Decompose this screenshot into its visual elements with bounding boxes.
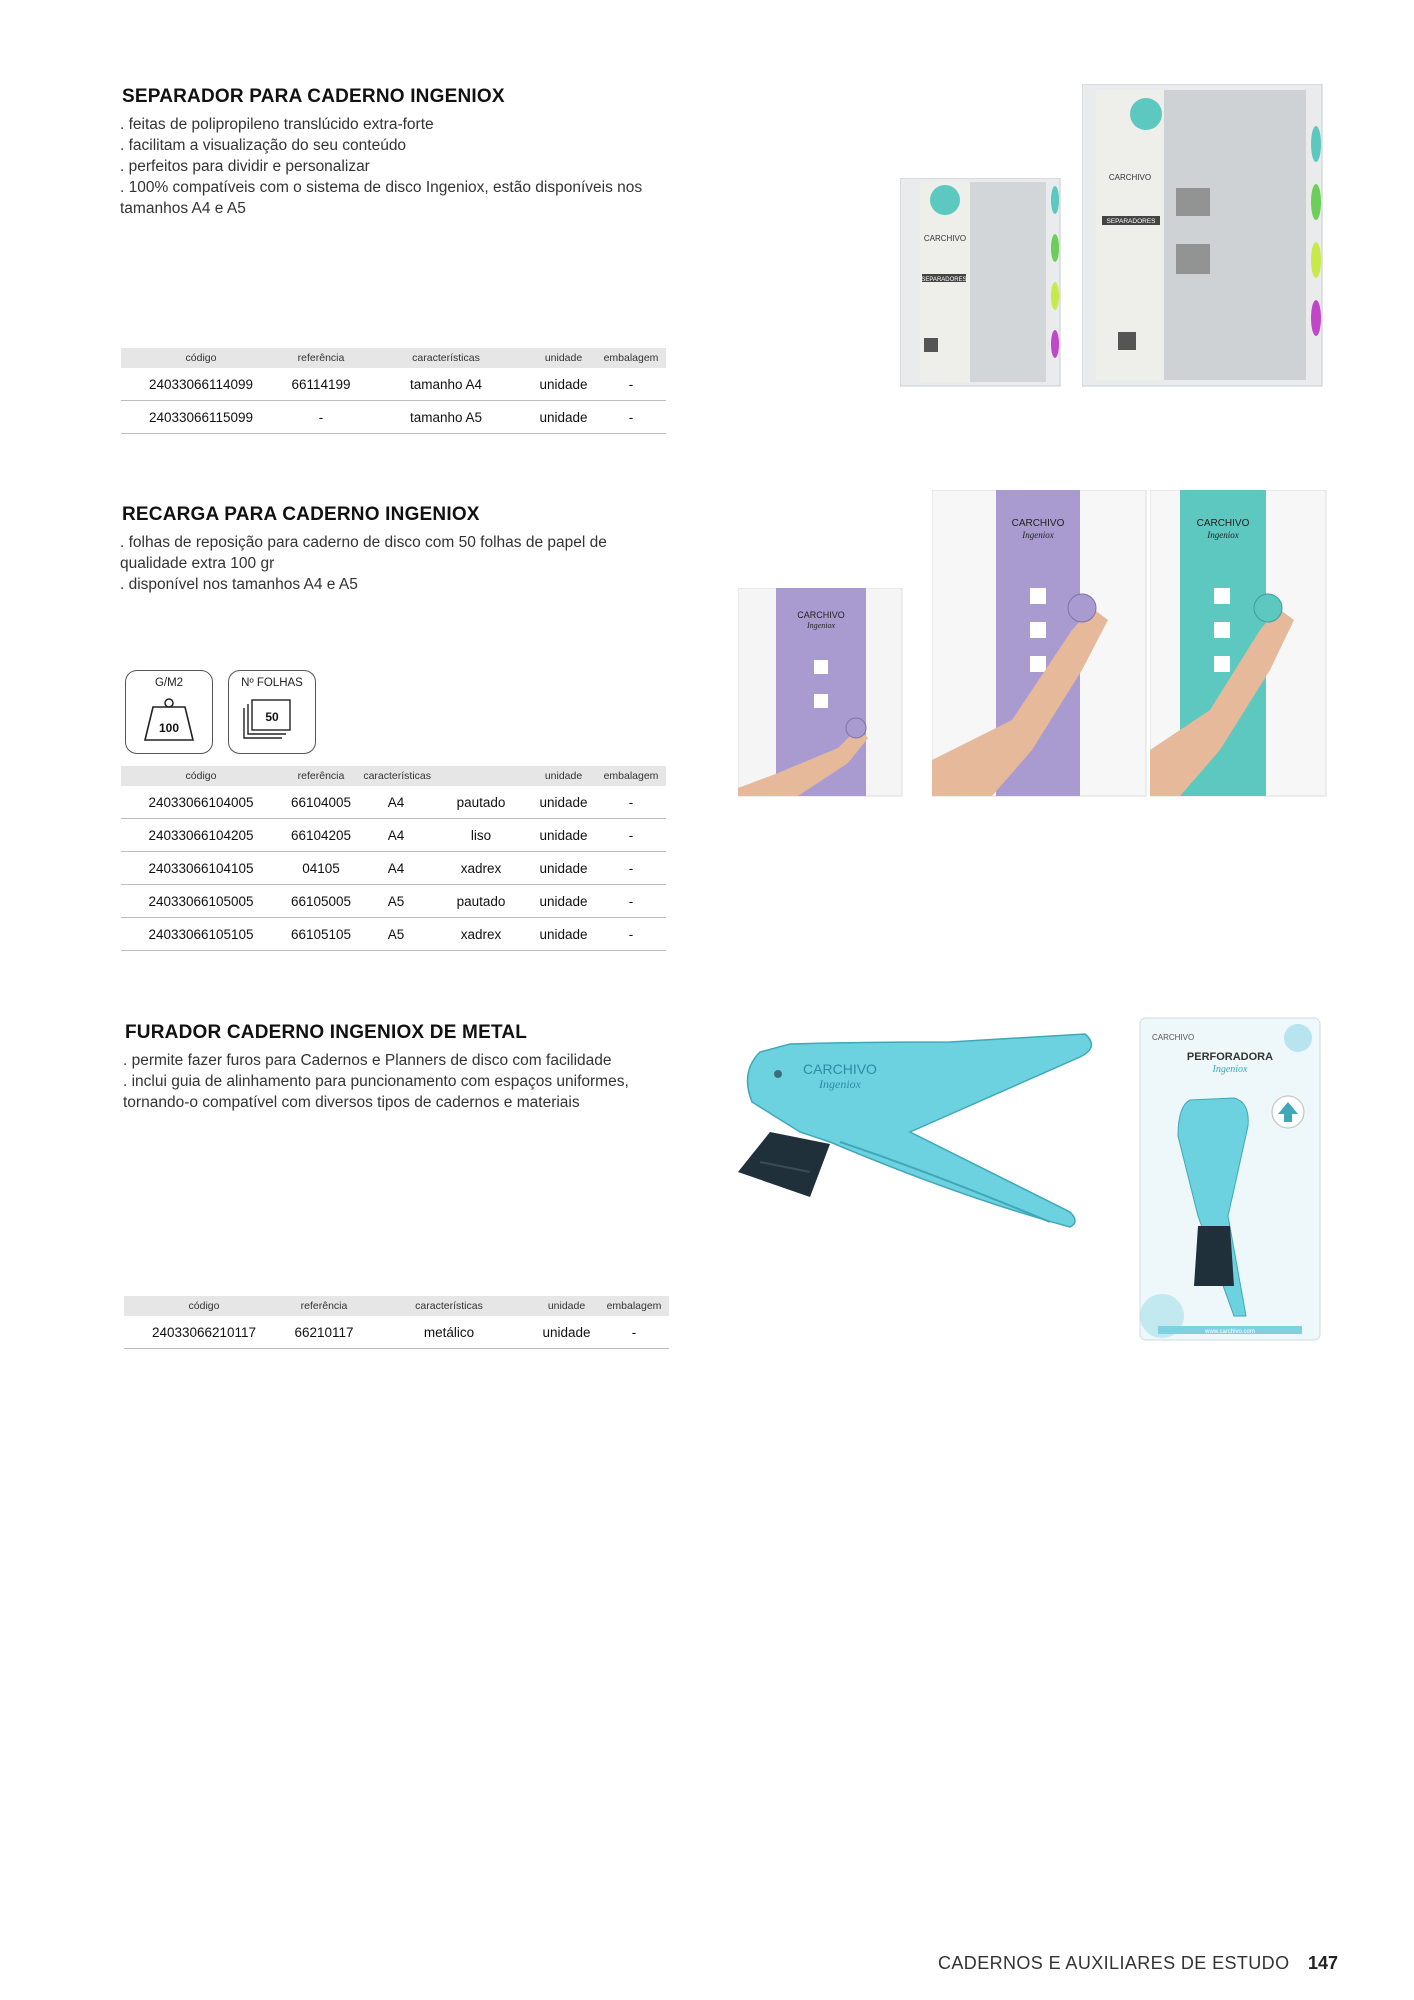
table-row: [124, 1316, 669, 1349]
cell-tamanho: A4: [361, 786, 431, 819]
brand-text: CARCHIVO: [1152, 1033, 1195, 1042]
separator-a4-image: [1082, 84, 1326, 388]
feature-item: . facilitam a visualização do seu conteúdo: [120, 137, 407, 154]
brand-sub-text: Ingeniox: [1212, 1064, 1248, 1075]
cell-referencia: 66210117: [284, 1316, 364, 1349]
cell-tamanho: A5: [361, 885, 431, 918]
perforator-pack-image: [1138, 1016, 1324, 1344]
cell-codigo: 24033066105005: [121, 885, 281, 918]
col-header: código: [124, 1296, 284, 1316]
page-number: 147: [1308, 1953, 1339, 1973]
separator-a5-image: [900, 178, 1066, 388]
col-header: referência: [281, 766, 361, 786]
table-header-row: [124, 1296, 669, 1316]
col-header: [431, 766, 531, 786]
cell-codigo: 24033066104205: [121, 819, 281, 852]
cell-unidade: unidade: [534, 1316, 599, 1349]
cell-embalagem: -: [596, 786, 666, 819]
brand-text: CARCHIVO: [803, 1061, 877, 1077]
section-title: RECARGA PARA CADERNO INGENIOX: [122, 504, 480, 525]
cell-tipo: liso: [431, 819, 531, 852]
refill-a5-image: [738, 588, 904, 798]
spec-table-separador: [121, 348, 666, 434]
col-header: características: [364, 1296, 534, 1316]
cell-referencia: 66105105: [281, 918, 361, 951]
table-row: [121, 368, 666, 401]
cell-unidade: unidade: [531, 852, 596, 885]
pack-label: SEPARADORES: [921, 277, 967, 283]
refill-a4-lined-image: [932, 490, 1148, 798]
grammage-badge: [125, 670, 213, 754]
badge-label: Nº FOLHAS: [241, 677, 303, 689]
cell-tamanho: A5: [361, 918, 431, 951]
brand-sub-text: Ingeniox: [819, 1077, 861, 1091]
col-header: código: [121, 766, 281, 786]
cell-codigo: 24033066104105: [121, 852, 281, 885]
badge-value: 100: [158, 720, 179, 735]
cell-tipo: xadrex: [431, 918, 531, 951]
cell-unidade: unidade: [531, 401, 596, 434]
pack-label: SEPARADORES: [1106, 218, 1156, 225]
table-row: [121, 885, 666, 918]
cell-codigo: 24033066115099: [121, 401, 281, 434]
table-row: [121, 918, 666, 951]
section-title: FURADOR CADERNO INGENIOX DE METAL: [125, 1022, 528, 1043]
site-text: www.carchivo.com: [1205, 1329, 1255, 1335]
cell-embalagem: -: [596, 401, 666, 434]
cell-referencia: 66104005: [281, 786, 361, 819]
brand-sub-text: Ingeniox: [807, 621, 835, 630]
feature-item: . feitas de polipropileno translúcido extra-forte: [120, 116, 434, 133]
cell-caracteristicas: tamanho A4: [361, 368, 531, 401]
brand-text: CARCHIVO: [923, 234, 967, 243]
feature-list: [123, 1050, 663, 1113]
section-separador: [120, 86, 672, 219]
col-header: unidade: [531, 766, 596, 786]
cell-caracteristicas: tamanho A5: [361, 401, 531, 434]
weight-icon: [125, 670, 213, 754]
sheets-badge: [228, 670, 316, 754]
perforator-image: [730, 1022, 1110, 1242]
feature-item: . inclui guia de alinhamento para puncionamento com espaços uniformes, tornando-o compatível com diversos tipos de cadernos e materiais: [123, 1073, 629, 1111]
col-header: embalagem: [596, 766, 666, 786]
section-recarga: [120, 504, 672, 595]
cell-referencia: 66114199: [281, 368, 361, 401]
sheets-icon: [228, 670, 316, 754]
brand-sub-text: Ingeniox: [1207, 530, 1239, 540]
cell-embalagem: -: [596, 819, 666, 852]
brand-text: CARCHIVO: [797, 610, 845, 620]
pack-label: PERFORADORA: [1186, 1051, 1274, 1063]
cell-tipo: pautado: [431, 885, 531, 918]
col-header: código: [121, 348, 281, 368]
cell-referencia: -: [281, 401, 361, 434]
cell-referencia: 66105005: [281, 885, 361, 918]
cell-codigo: 24033066105105: [121, 918, 281, 951]
cell-embalagem: -: [596, 918, 666, 951]
feature-item: . disponível nos tamanhos A4 e A5: [120, 576, 358, 593]
table-header-row: [121, 766, 666, 786]
cell-embalagem: -: [596, 368, 666, 401]
spec-table-furador: [124, 1296, 669, 1349]
cell-unidade: unidade: [531, 819, 596, 852]
cell-embalagem: -: [596, 852, 666, 885]
cell-referencia: 04105: [281, 852, 361, 885]
cell-tamanho: A4: [361, 819, 431, 852]
col-header: características: [361, 766, 431, 786]
cell-embalagem: -: [596, 885, 666, 918]
cell-unidade: unidade: [531, 368, 596, 401]
feature-item: . 100% compatíveis com o sistema de disco Ingeniox, estão disponíveis nos tamanhos A4 e A5: [120, 179, 643, 217]
table-row: [121, 401, 666, 434]
section-furador: [123, 1022, 675, 1113]
cell-codigo: 24033066114099: [121, 368, 281, 401]
col-header: referência: [284, 1296, 364, 1316]
col-header: unidade: [531, 348, 596, 368]
table-header-row: [121, 348, 666, 368]
brand-sub-text: Ingeniox: [1022, 530, 1054, 540]
cell-referencia: 66104205: [281, 819, 361, 852]
cell-codigo: 24033066210117: [124, 1316, 284, 1349]
cell-codigo: 24033066104005: [121, 786, 281, 819]
badge-label: G/M2: [154, 677, 184, 689]
spec-table-recarga: [121, 766, 666, 951]
feature-list: [120, 532, 660, 595]
col-header: embalagem: [599, 1296, 669, 1316]
table-row: [121, 852, 666, 885]
brand-text: CARCHIVO: [1196, 518, 1250, 529]
col-header: unidade: [534, 1296, 599, 1316]
cell-unidade: unidade: [531, 885, 596, 918]
col-header: embalagem: [596, 348, 666, 368]
feature-item: . permite fazer furos para Cadernos e Planners de disco com facilidade: [123, 1052, 612, 1069]
brand-text: CARCHIVO: [1011, 518, 1065, 529]
cell-unidade: unidade: [531, 918, 596, 951]
refill-a4-grid-image: [1150, 490, 1328, 798]
feature-item: . folhas de reposição para caderno de disco com 50 folhas de papel de qualidade extra 100 gr: [120, 534, 607, 572]
cell-tamanho: A4: [361, 852, 431, 885]
cell-tipo: pautado: [431, 786, 531, 819]
table-row: [121, 786, 666, 819]
table-row: [121, 819, 666, 852]
cell-unidade: unidade: [531, 786, 596, 819]
cell-embalagem: -: [599, 1316, 669, 1349]
cell-caracteristicas: metálico: [364, 1316, 534, 1349]
feature-item: . perfeitos para dividir e personalizar: [120, 158, 370, 175]
badge-value: 50: [264, 709, 279, 724]
col-header: referência: [281, 348, 361, 368]
brand-text: CARCHIVO: [1108, 173, 1152, 182]
feature-list: [120, 114, 672, 219]
section-title: SEPARADOR PARA CADERNO INGENIOX: [122, 86, 505, 107]
col-header: características: [361, 348, 531, 368]
cell-tipo: xadrex: [431, 852, 531, 885]
footer-section-title: CADERNOS E AUXILIARES DE ESTUDO: [938, 1953, 1290, 1973]
